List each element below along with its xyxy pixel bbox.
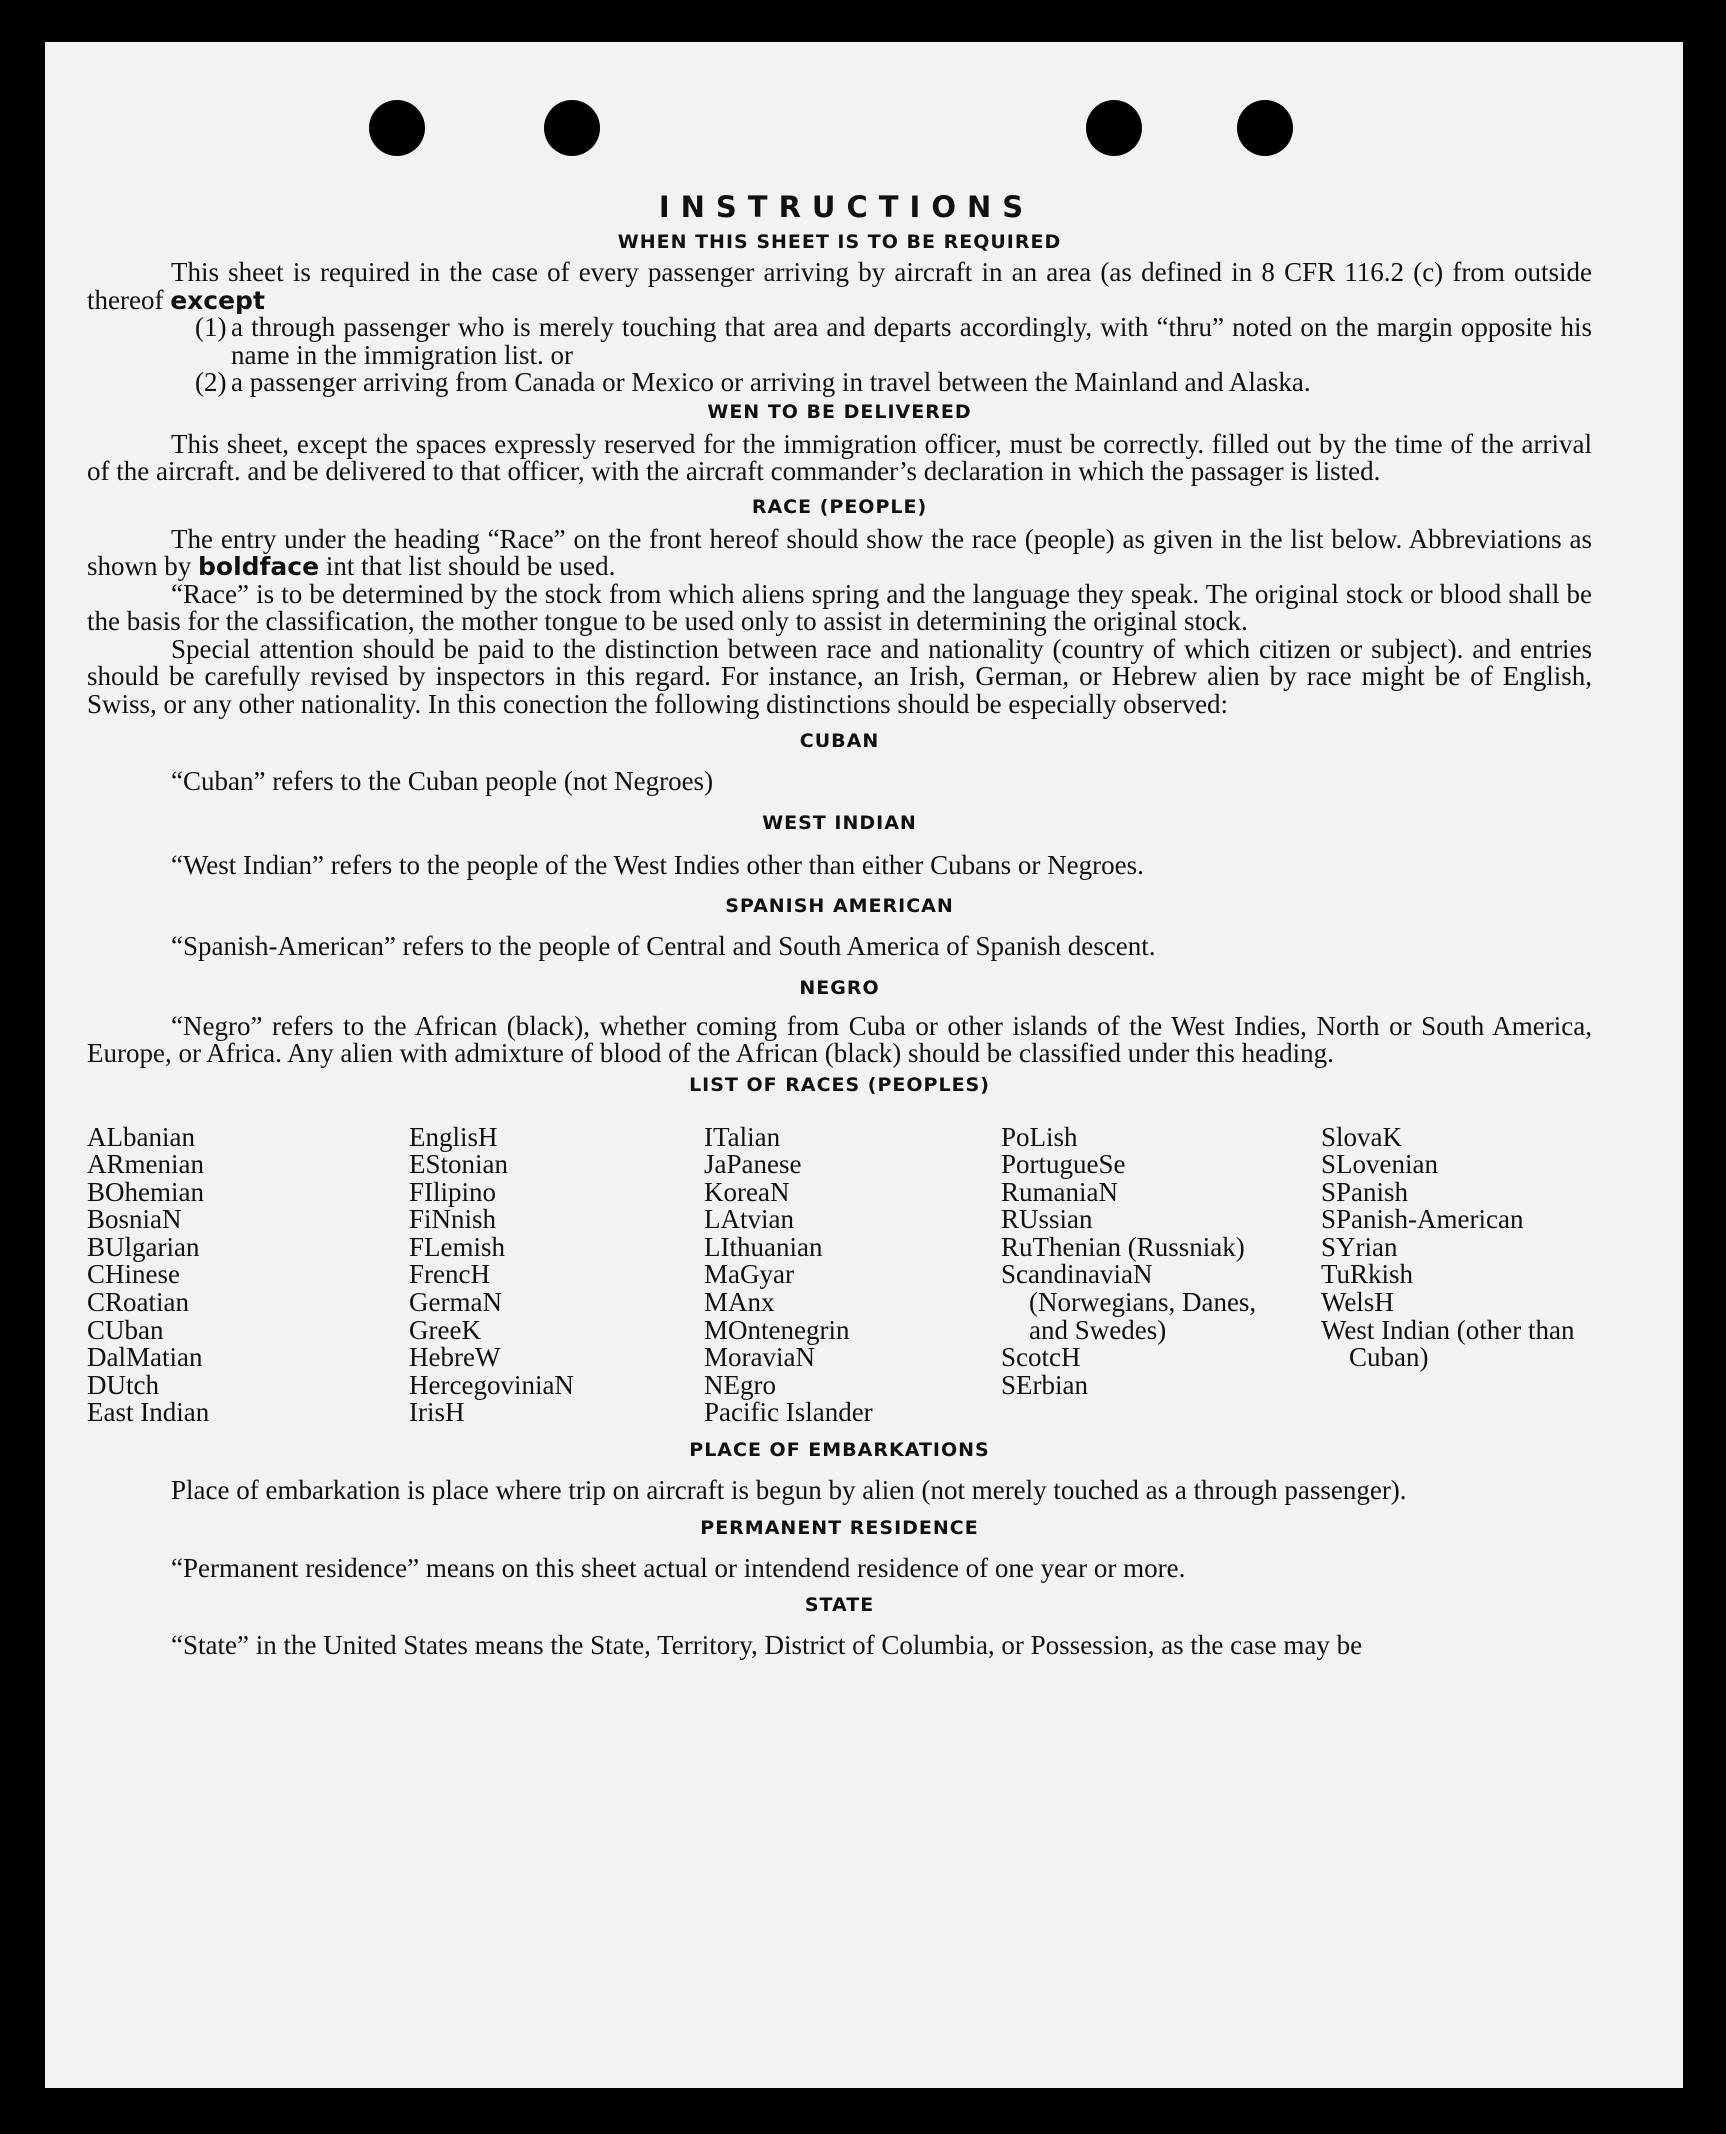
- races-column: [409, 1121, 704, 1428]
- race-entry: BosniaN: [87, 1204, 182, 1235]
- race-entry: HebreW: [409, 1342, 501, 1373]
- race-paragraph-1: The entry under the heading “Race” on the front hereof should show the race (people) as given in the list below. Abbreviations as shown by boldface int that list should be used.: [87, 523, 1592, 581]
- keyword-except: except: [170, 285, 265, 315]
- race-entry: SPanish-American: [1321, 1204, 1524, 1235]
- race-entry: ALbanian: [87, 1121, 195, 1152]
- heading-spanish-american: SPANISH AMERICAN: [725, 895, 954, 917]
- race-entry: PoLish: [1001, 1121, 1078, 1152]
- heading-permanent-residence: PERMANENT RESIDENCE: [700, 1516, 979, 1539]
- punch-hole: [544, 100, 600, 156]
- race-entry: WelsH: [1321, 1287, 1394, 1318]
- instructions-content: [87, 187, 1592, 1660]
- exception-item: (1) a through passenger who is merely touching that area and departs accordingly, with “thru” noted on the margin opposite his name in the immigration list. or: [195, 312, 1592, 370]
- race-entry: MOntenegrin: [704, 1314, 850, 1345]
- races-list: [87, 1121, 1592, 1428]
- race-entry: RUssian: [1001, 1204, 1093, 1235]
- race-entry: ITalian: [704, 1121, 781, 1152]
- race-entry: TuRkish: [1321, 1259, 1414, 1290]
- when-delivered-text: This sheet, except the spaces expressly reserved for the immigration officer, must be correctly. filled out by the time of the arrival of the aircraft. and be delivered to that officer, with the aircraft commander’s declaration in which the passager is listed.: [87, 428, 1592, 486]
- page-title: INSTRUCTIONS: [658, 190, 1035, 224]
- races-column: [1001, 1121, 1321, 1428]
- race-entry: RumaniaN: [1001, 1176, 1118, 1207]
- race-entry: BUlgarian: [87, 1231, 200, 1262]
- race-entry: RuThenian (Russniak): [1001, 1231, 1245, 1262]
- race-entry: West Indian (other than Cuban): [1321, 1314, 1575, 1373]
- race-entry: ScotcH: [1001, 1342, 1081, 1373]
- race-entry: FiNnish: [409, 1204, 497, 1235]
- race-paragraph-2: “Race” is to be determined by the stock from which aliens spring and the language they speak. The original stock or blood shall be the basis for the classification, the mother tongue to be used only to assist in determining the original stock.: [87, 578, 1592, 636]
- exception-item: (2) a passenger arriving from Canada or Mexico or arriving in travel between the Mainland and Alaska.: [195, 367, 1311, 397]
- heading-place-of-embarkation: PLACE OF EMBARKATIONS: [689, 1439, 990, 1462]
- when-required-intro: This sheet is required in the case of every passenger arriving by aircraft in an area (as defined in 8 CFR 116.2 (c) from outside thereof except: [87, 257, 1592, 315]
- race-entry: NEgro: [704, 1369, 776, 1400]
- races-column: [87, 1121, 409, 1428]
- document-sheet: [45, 42, 1683, 2088]
- race-entry: MaGyar: [704, 1259, 794, 1290]
- cuban-text: “Cuban” refers to the Cuban people (not Negroes): [171, 766, 714, 796]
- negro-text: “Negro” refers to the African (black), whether coming from Cuba or other islands of the West Indies, North or South America, Europe, or Africa. Any alien with admixture of blood of the African (black) should be classified under this heading.: [87, 1010, 1592, 1068]
- state-text: “State” in the United States means the State, Territory, District of Columbia, or Possession, as the case may be: [171, 1630, 1363, 1661]
- punch-hole: [1086, 100, 1142, 156]
- race-entry: EStonian: [409, 1149, 508, 1180]
- punch-hole: [1237, 100, 1293, 156]
- race-paragraph-3: Special attention should be paid to the distinction between race and nationality (country of which citizen or subject). and entries should be carefully revised by inspectors in this regard. For instance, an Irish, German, or Hebrew alien by race might be of English, Swiss, or any other nationality. In this conection the following distinctions should be especially observed:: [87, 633, 1592, 719]
- keyword-boldface: boldface: [198, 552, 320, 581]
- race-entry: GermaN: [409, 1287, 502, 1318]
- race-entry: SYrian: [1321, 1231, 1398, 1262]
- west-indian-text: “West Indian” refers to the people of the West Indies other than either Cubans or Negroes.: [171, 849, 1144, 880]
- heading-when-required: WHEN THIS SHEET IS TO BE REQUIRED: [617, 231, 1062, 253]
- race-entry: EnglisH: [409, 1121, 498, 1152]
- race-entry: LIthuanian: [704, 1231, 823, 1262]
- race-entry: East Indian: [87, 1397, 210, 1428]
- race-entry: HercegoviniaN: [409, 1369, 574, 1400]
- race-entry: KoreaN: [704, 1176, 790, 1207]
- race-entry: PortugueSe: [1001, 1149, 1126, 1180]
- heading-cuban: CUBAN: [799, 730, 880, 752]
- race-entry: SPanish: [1321, 1176, 1409, 1207]
- heading-race: RACE (PEOPLE): [751, 495, 928, 518]
- race-entry: GreeK: [409, 1314, 481, 1345]
- races-column: [704, 1121, 1001, 1428]
- spanish-american-text: “Spanish-American” refers to the people of Central and South America of Spanish descent.: [171, 931, 1156, 961]
- place-of-embarkation-text: Place of embarkation is place where trip on aircraft is begun by alien (not merely touched as a through passenger).: [171, 1475, 1407, 1506]
- permanent-residence-text: “Permanent residence” means on this sheet actual or intendend residence of one year or more.: [171, 1552, 1186, 1583]
- races-column: [1321, 1121, 1583, 1428]
- race-entry: FLemish: [409, 1231, 506, 1262]
- heading-list-of-races: LIST OF RACES (PEOPLES): [689, 1073, 990, 1096]
- race-entry: DUtch: [87, 1369, 159, 1400]
- race-entry: MAnx: [704, 1287, 775, 1318]
- race-entry: CRoatian: [87, 1287, 189, 1318]
- race-entry: ARmenian: [87, 1149, 204, 1180]
- heading-state: STATE: [804, 1594, 875, 1617]
- race-entry: CHinese: [87, 1259, 180, 1290]
- race-entry: SlovaK: [1321, 1121, 1402, 1152]
- race-entry: DalMatian: [87, 1342, 203, 1373]
- race-entry: CUban: [87, 1314, 164, 1345]
- race-entry: SLovenian: [1321, 1149, 1438, 1180]
- heading-negro: NEGRO: [799, 976, 880, 999]
- heading-when-delivered: WEN TO BE DELIVERED: [707, 400, 972, 423]
- race-entry: ScandinaviaN (Norwegians, Danes, and Swedes): [1001, 1259, 1257, 1345]
- race-entry: BOhemian: [87, 1176, 204, 1207]
- race-entry: LAtvian: [704, 1204, 794, 1235]
- race-entry: Pacific Islander: [704, 1397, 873, 1428]
- race-entry: FIlipino: [409, 1176, 497, 1207]
- punch-hole: [369, 100, 425, 156]
- race-entry: IrisH: [409, 1397, 465, 1428]
- race-entry: FrencH: [409, 1259, 490, 1290]
- race-entry: MoraviaN: [704, 1342, 815, 1373]
- race-entry: JaPanese: [704, 1149, 802, 1180]
- heading-west-indian: WEST INDIAN: [762, 811, 917, 834]
- race-entry: SErbian: [1001, 1369, 1088, 1400]
